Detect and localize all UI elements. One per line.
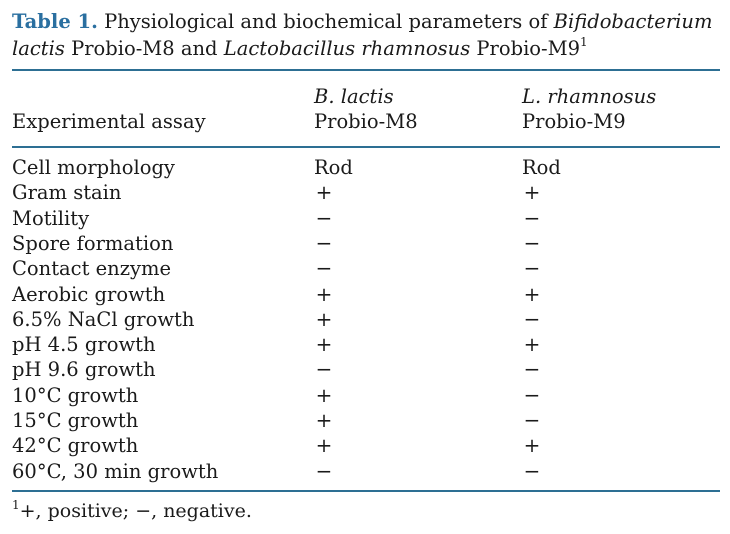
assay-column-header: Experimental assay	[12, 110, 206, 133]
col2-strain-header: Probio-M9	[522, 110, 626, 133]
row-assay: 42°C growth	[12, 434, 139, 457]
row-assay: Gram stain	[12, 181, 122, 204]
footnote-mark: 1	[12, 498, 20, 512]
col1-species-header: B. lactis	[314, 85, 394, 108]
top-rule	[12, 69, 720, 71]
row-m8-result: +	[315, 282, 333, 306]
row-m9-result: −	[523, 231, 541, 255]
col2-species-header: L. rhamnosus	[522, 85, 657, 108]
row-m9-result: −	[523, 383, 541, 407]
row-m9-result: Rod	[522, 156, 561, 179]
row-assay: 6.5% NaCl growth	[12, 308, 195, 331]
row-assay: pH 4.5 growth	[12, 333, 156, 356]
row-assay: 10°C growth	[12, 384, 139, 407]
row-m8-result: +	[315, 307, 333, 331]
row-m8-result: +	[315, 180, 333, 204]
col1-strain-header: Probio-M8	[314, 110, 418, 133]
footnote-text: +, positive; −, negative.	[19, 500, 252, 522]
row-m9-result: −	[523, 408, 541, 432]
row-m8-result: −	[315, 357, 333, 381]
row-assay: Spore formation	[12, 232, 174, 255]
caption-genus-a: Bifidobacterium	[553, 10, 713, 33]
row-m8-result: −	[315, 459, 333, 483]
row-m9-result: −	[523, 357, 541, 381]
table-label: Table 1.	[12, 10, 98, 33]
row-assay: 60°C, 30 min growth	[12, 460, 219, 483]
row-m9-result: −	[523, 206, 541, 230]
row-m8-result: +	[315, 433, 333, 457]
footnote	[12, 498, 252, 524]
caption-note-mark: 1	[580, 35, 588, 49]
row-m8-result: +	[315, 383, 333, 407]
row-assay: pH 9.6 growth	[12, 358, 156, 381]
bottom-rule	[12, 490, 720, 492]
row-m9-result: +	[523, 180, 541, 204]
row-m9-result: +	[523, 433, 541, 457]
row-assay: Motility	[12, 207, 90, 230]
row-m9-result: +	[523, 282, 541, 306]
caption-text-a: Physiological and biochemical parameters of	[97, 10, 554, 33]
row-m9-result: −	[523, 256, 541, 280]
caption-text-b: Probio-M8 and	[64, 37, 224, 60]
row-assay: Contact enzyme	[12, 257, 172, 280]
table-caption	[12, 8, 727, 62]
row-m9-result: +	[523, 332, 541, 356]
caption-species-b: Lactobacillus rhamnosus	[223, 37, 471, 60]
row-m8-result: −	[315, 231, 333, 255]
header-rule	[12, 146, 720, 148]
row-m8-result: −	[315, 206, 333, 230]
row-assay: 15°C growth	[12, 409, 139, 432]
row-m8-result: Rod	[314, 156, 353, 179]
row-m8-result: −	[315, 256, 333, 280]
row-m9-result: −	[523, 307, 541, 331]
row-assay: Cell morphology	[12, 156, 175, 179]
caption-species-a: lactis	[12, 37, 65, 60]
row-m8-result: +	[315, 332, 333, 356]
caption-text-c: Probio-M9	[470, 37, 581, 60]
row-m8-result: +	[315, 408, 333, 432]
row-assay: Aerobic growth	[12, 283, 166, 306]
row-m9-result: −	[523, 459, 541, 483]
